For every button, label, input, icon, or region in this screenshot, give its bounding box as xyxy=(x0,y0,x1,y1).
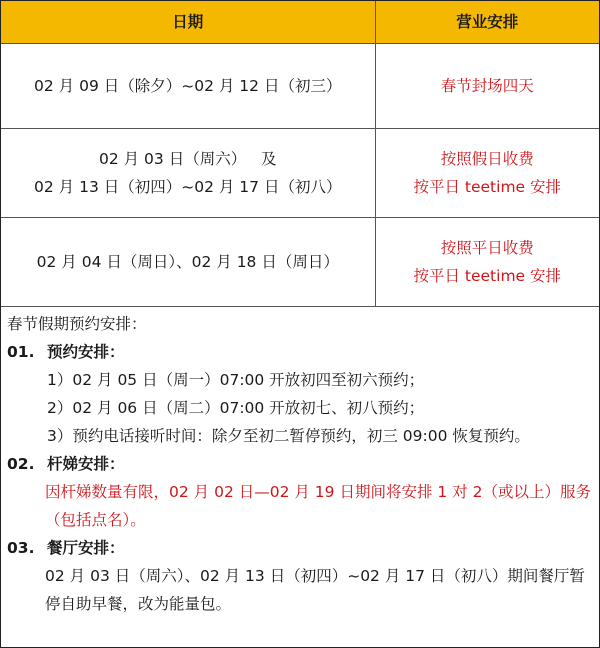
section-number: 01. xyxy=(7,343,35,361)
arrangement-text: 按平日 teetime 安排 xyxy=(413,267,562,285)
caddie-note: 因杆娣数量有限，02 月 02 日—02 月 19 日期间将安排 1 对 2（或以上）服务（包括点名）。 xyxy=(45,483,591,529)
table-row xyxy=(1,218,599,307)
section-number: 03. xyxy=(7,539,35,557)
date-text: 02 月 03 日（周六） 及 xyxy=(98,150,277,168)
list-item: 2）02 月 06 日（周二）07:00 开放初七、初八预约； xyxy=(47,399,425,417)
arrangement-text: 按平日 teetime 安排 xyxy=(413,178,562,196)
list-item: 3）预约电话接听时间：除夕至初二暂停预约，初三 09:00 恢复预约。 xyxy=(47,427,530,445)
list-item: 1）02 月 05 日（周一）07:00 开放初四至初六预约； xyxy=(47,371,425,389)
section-number: 02. xyxy=(7,455,35,473)
section-title: 餐厅安排： xyxy=(47,539,125,557)
arrangement-text: 春节封场四天 xyxy=(440,77,534,95)
date-cell xyxy=(1,129,375,218)
date-text: 02 月 09 日（除夕）~02 月 12 日（初三） xyxy=(34,77,342,95)
date-cell xyxy=(1,44,375,129)
date-text: 02 月 13 日（初四）~02 月 17 日（初八） xyxy=(34,178,342,196)
booking-notes xyxy=(1,307,599,618)
arrangement-cell xyxy=(375,44,599,129)
schedule-table xyxy=(1,1,599,307)
arrangement-text: 按照平日收费 xyxy=(440,239,534,257)
table-header-row xyxy=(1,1,599,44)
section-title: 杆娣安排： xyxy=(47,455,125,473)
header-arrangement: 营业安排 xyxy=(375,1,599,44)
section-heading xyxy=(7,338,599,366)
section-title: 预约安排： xyxy=(47,343,125,361)
arrangement-cell xyxy=(375,129,599,218)
date-cell xyxy=(1,218,375,307)
header-date: 日期 xyxy=(1,1,375,44)
arrangement-text: 按照假日收费 xyxy=(440,150,534,168)
section-heading xyxy=(7,534,599,562)
table-row xyxy=(1,129,599,218)
section-heading xyxy=(7,450,599,478)
notes-intro: 春节假期预约安排： xyxy=(7,315,147,333)
restaurant-note: 02 月 03 日（周六）、02 月 13 日（初四）~02 月 17 日（初八）期间餐厅暂停自助早餐，改为能量包。 xyxy=(45,567,585,613)
arrangement-cell xyxy=(375,218,599,307)
table-row xyxy=(1,44,599,129)
date-text: 02 月 04 日（周日）、02 月 18 日（周日） xyxy=(36,253,339,271)
